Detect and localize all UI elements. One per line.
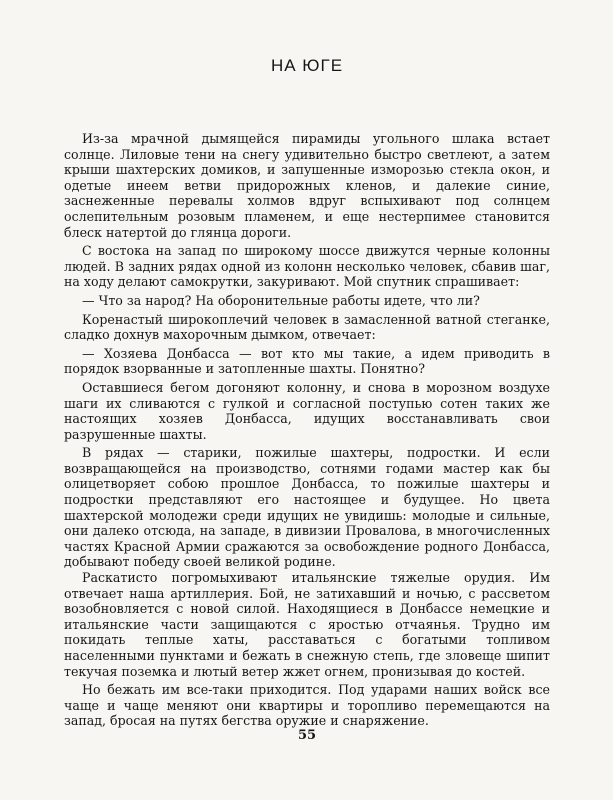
page-number: 55	[297, 728, 317, 743]
paragraph: В рядах — старики, пожилые шахтеры, подростки. И если возвращающейся на производство, сотнями годами мастер как бы олицетворяет собою прошлое Донбасса, то пожилые шахтеры и подростки представляют его настоящее и будущее. Но цвета шахтерской молодежи среди идущих не увидишь: молодые и сильные, они далеко отсюда, на западе, в дивизии Провалова, в многочисленных частях Красной Армии сражаются за освобождение родного Донбасса, добывают победу своей великой родине.	[64, 445, 550, 570]
paragraph: — Что за народ? На оборонительные работы идете, что ли?	[82, 292, 480, 308]
paragraph: — Хозяева Донбасса — вот кто мы такие, а идем приводить в порядок взорванные и затопленные шахты. Понятно?	[64, 345, 550, 377]
paragraph: С востока на запад по широкому шоссе движутся черные колонны людей. В задних рядах одной из колонн несколько человек, сбавив шаг, на ходу делают самокрутки, закуривают. Мой спутник спрашивает:	[64, 243, 550, 290]
chapter-title: НА ЮГЕ	[270, 56, 344, 75]
paragraph: Оставшиеся бегом догоняют колонну, и снова в морозном воздухе шаги их сливаются с гулкой и согласной поступью сотен таких же настоящих хозяев Донбасса, идущих восстанавливать свои разрушенные шахты.	[64, 379, 550, 442]
paragraph: Из-за мрачной дымящейся пирамиды угольного шлака встает солнце. Лиловые тени на снегу удивительно быстро светлеют, а затем крыши шахтерских домиков, и запушенные изморозью стекла окон, и одетые инеем ветви придорожных кленов, и далекие синие, заснеженные перевалы холмов вдруг вспыхивают под солнцем ослепительным розовым пламенем, и еще нестерпимее становится блеск натертой до глянца дороги.	[64, 131, 550, 240]
book-page	[64, 0, 550, 800]
paragraph: Коренастый широкоплечий человек в замасленной ватной стеганке, сладко дохнув махорочным дымком, отвечает:	[64, 311, 550, 343]
text-section-2	[64, 570, 550, 732]
paragraph: Раскатисто погромыхивают итальянские тяжелые орудия. Им отвечает наша артиллерия. Бой, не затихавший и ночью, с рассветом возобновляется с новой силой. Находящиеся в Донбассе немецкие и итальянские части защищаются с яростью отчаянья. Трудно им покидать теплые хаты, расставаться с богатыми топливом населенными пунктами и бежать в снежную степь, где зловеще шипит текучая поземка и лютый ветер жжет огнем, пронизывая до костей.	[64, 570, 550, 679]
paragraph: Но бежать им все-таки приходится. Под ударами наших войск все чаще и чаще меняют они квартиры и торопливо перемещаются на запад, бросая на путях бегства оружие и снаряжение.	[64, 682, 550, 729]
text-section-1	[64, 131, 550, 573]
